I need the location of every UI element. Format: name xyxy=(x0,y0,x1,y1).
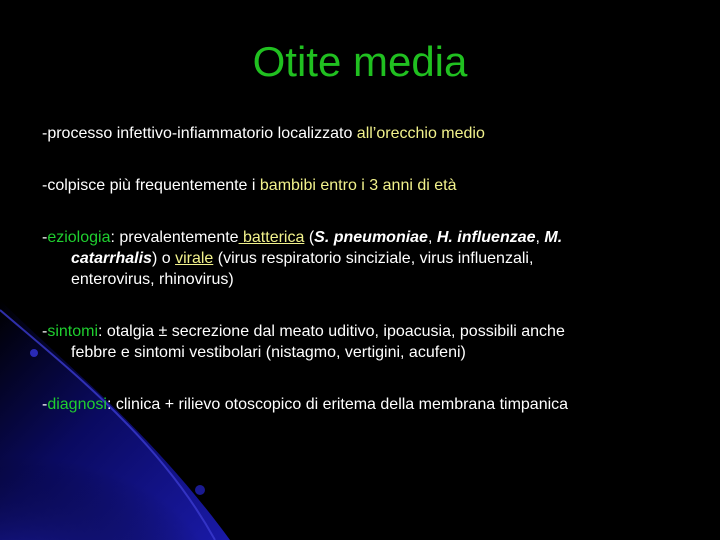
pathogen-s-pneumoniae: S. pneumoniae xyxy=(314,229,428,246)
diagnosis-heading: diagnosi xyxy=(47,396,107,413)
dash: - xyxy=(42,323,48,340)
bullet-definition xyxy=(42,123,682,144)
bullet-text: : otalgia ± secrezione dal meato uditivo, ipoacusia, possibili anche xyxy=(98,323,565,340)
bullet-incidence xyxy=(42,175,682,196)
etiology-heading: eziologia xyxy=(47,229,111,246)
bullet-text: : prevalentemente xyxy=(110,229,239,246)
bullet-text: ( xyxy=(304,229,315,246)
bullet-text: , xyxy=(427,229,437,246)
bullet-diagnosis xyxy=(42,394,682,415)
bullet-highlight: all’orecchio medio xyxy=(356,125,485,142)
bullet-text: (virus respiratorio sinciziale, virus influenzali, xyxy=(213,250,534,267)
symptoms-heading: sintomi xyxy=(47,323,99,340)
bullet-text: , xyxy=(535,229,545,246)
dash: - xyxy=(42,396,48,413)
bacterial-term: batterica xyxy=(238,229,305,246)
dash: - xyxy=(42,229,48,246)
pathogen-m-genus: M. xyxy=(544,229,563,246)
pathogen-m-catarrhalis: catarrhalis xyxy=(71,250,152,267)
viral-term: virale xyxy=(175,250,214,267)
etiology-line-3: enterovirus, rhinovirus) xyxy=(71,271,234,288)
etiology-line-1 xyxy=(42,227,682,248)
slide-title: Otite media xyxy=(252,38,468,85)
symptoms-line-2: febbre e sintomi vestibolari (nistagmo, vertigini, acufeni) xyxy=(71,344,466,361)
bullet-text: ) o xyxy=(151,250,176,267)
bullet-symptoms xyxy=(42,321,682,363)
bullet-etiology xyxy=(42,227,682,290)
bullet-text: -colpisce più frequentemente i xyxy=(42,177,260,194)
bullet-highlight: bambibi entro i 3 anni di età xyxy=(259,177,457,194)
pathogen-h-influenzae: H. influenzae xyxy=(436,229,536,246)
bullet-text: -processo infettivo-infiammatorio localizzato xyxy=(42,125,357,142)
bullet-text: : clinica + rilievo otoscopico di eritema della membrana timpanica xyxy=(106,396,569,413)
symptoms-line-1 xyxy=(42,321,682,342)
etiology-line-2 xyxy=(42,248,682,269)
